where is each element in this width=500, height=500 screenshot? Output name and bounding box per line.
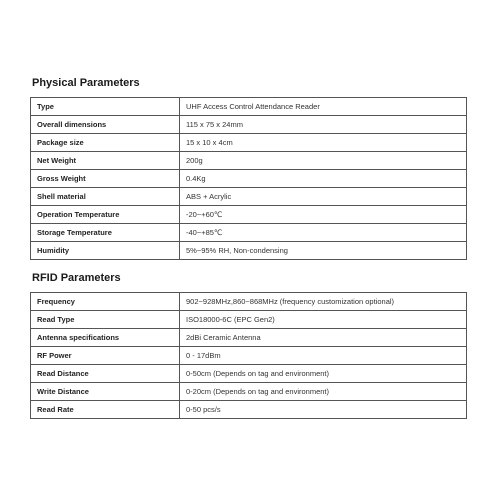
param-label: Storage Temperature: [31, 224, 180, 242]
param-label: Overall dimensions: [31, 116, 180, 134]
table-row: [31, 347, 467, 365]
table-row: [31, 401, 467, 419]
param-label: Humidity: [31, 242, 180, 260]
table-row: [31, 152, 467, 170]
param-label: Package size: [31, 134, 180, 152]
param-label: Type: [31, 98, 180, 116]
table-row: [31, 188, 467, 206]
table-row: [31, 365, 467, 383]
param-label: Operation Temperature: [31, 206, 180, 224]
table-row: [31, 383, 467, 401]
param-value: 2dBi Ceramic Antenna: [180, 329, 467, 347]
param-label: Net Weight: [31, 152, 180, 170]
param-value: 200g: [180, 152, 467, 170]
param-label: Shell material: [31, 188, 180, 206]
param-value: 0-50cm (Depends on tag and environment): [180, 365, 467, 383]
param-label: Gross Weight: [31, 170, 180, 188]
param-value: -40~+85℃: [180, 224, 467, 242]
param-value: ISO18000-6C (EPC Gen2): [180, 311, 467, 329]
param-value: 5%~95% RH, Non-condensing: [180, 242, 467, 260]
table-row: [31, 311, 467, 329]
param-value: 15 x 10 x 4cm: [180, 134, 467, 152]
rfid-parameters-heading: RFID Parameters: [32, 272, 121, 284]
param-value: 0.4Kg: [180, 170, 467, 188]
table-row: [31, 329, 467, 347]
table-row: [31, 293, 467, 311]
param-label: Write Distance: [31, 383, 180, 401]
param-label: Read Type: [31, 311, 180, 329]
param-label: Read Distance: [31, 365, 180, 383]
param-value: UHF Access Control Attendance Reader: [180, 98, 467, 116]
param-label: Frequency: [31, 293, 180, 311]
rfid-parameters-table: [30, 292, 467, 419]
param-value: 115 x 75 x 24mm: [180, 116, 467, 134]
param-label: Read Rate: [31, 401, 180, 419]
param-value: ABS + Acrylic: [180, 188, 467, 206]
physical-parameters-table: [30, 97, 467, 260]
physical-parameters-heading: Physical Parameters: [32, 77, 140, 89]
param-value: 902~928MHz,860~868MHz (frequency customization optional): [180, 293, 467, 311]
table-row: [31, 242, 467, 260]
param-value: -20~+60℃: [180, 206, 467, 224]
table-row: [31, 170, 467, 188]
table-row: [31, 134, 467, 152]
param-value: 0-50 pcs/s: [180, 401, 467, 419]
table-row: [31, 116, 467, 134]
param-value: 0 - 17dBm: [180, 347, 467, 365]
param-label: RF Power: [31, 347, 180, 365]
table-row: [31, 98, 467, 116]
table-row: [31, 224, 467, 242]
param-label: Antenna specifications: [31, 329, 180, 347]
param-value: 0-20cm (Depends on tag and environment): [180, 383, 467, 401]
table-row: [31, 206, 467, 224]
